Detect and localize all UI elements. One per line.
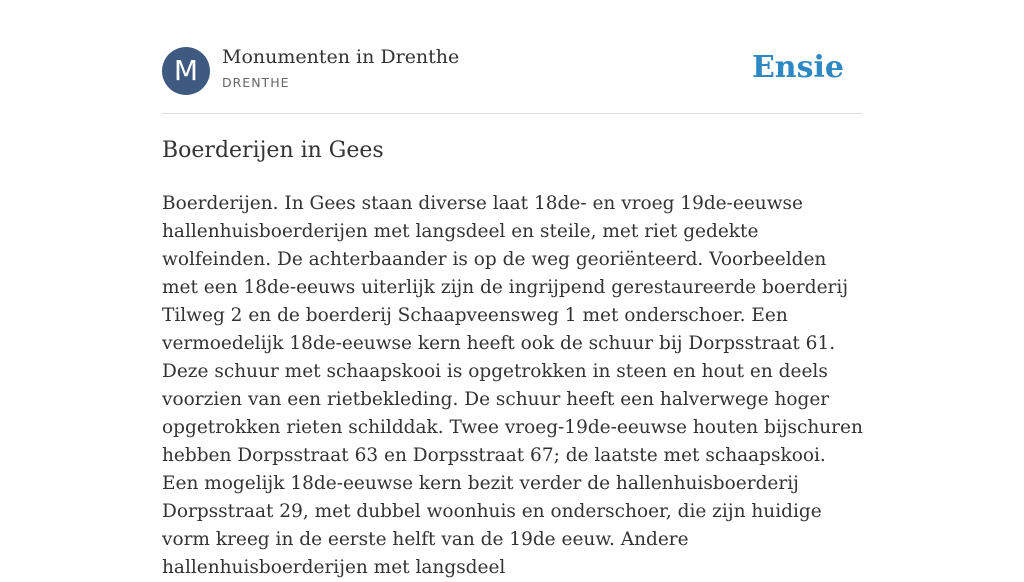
article-title: Boerderijen in Gees bbox=[162, 138, 384, 163]
article-body: Boerderijen. In Gees staan diverse laat 18de- en vroeg 19de-eeuwse hallenhuisboerderijen met langsdeel en steile, met riet gedekte wolfeinden. De achterbaander is op de weg georiënteerd. Voorbeelden met een 18de-eeuws uiterlijk zijn de ingrijpend gerestaureerde boerderij Tilweg 2 en de boerderij Schaapveensweg 1 met onderschoer. Een vermoedelijk 18de-eeuwse kern heeft ook de schuur bij Dorpsstraat 61. Deze schuur met schaapskooi is opgetrokken in steen en hout en deels voorzien van een rietbekleding. De schuur heeft een halverwege hoger opgetrokken rieten schilddak. Twee vroeg-19de-eeuwse houten bijschuren hebben Dorpsstraat 63 en Dorpsstraat 67; de laatste met schaapskooi. Een mogelijk 18de-eeuwse kern bezit verder de hallenhuisboerderij Dorpsstraat 29, met dubbel woonhuis en onderschoer, die zijn huidige vorm kreeg in de eerste helft van de 19de eeuw. Andere hallenhuisboerderijen met langsdeel bbox=[162, 193, 863, 578]
ensie-logo[interactable]: Ensie bbox=[751, 50, 844, 85]
article-header bbox=[162, 46, 862, 96]
header-divider bbox=[162, 113, 862, 114]
source-title-link[interactable]: Monumenten in Drenthe bbox=[222, 46, 460, 68]
source-avatar[interactable]: M bbox=[162, 47, 210, 95]
source-category[interactable]: DRENTHE bbox=[222, 75, 290, 90]
